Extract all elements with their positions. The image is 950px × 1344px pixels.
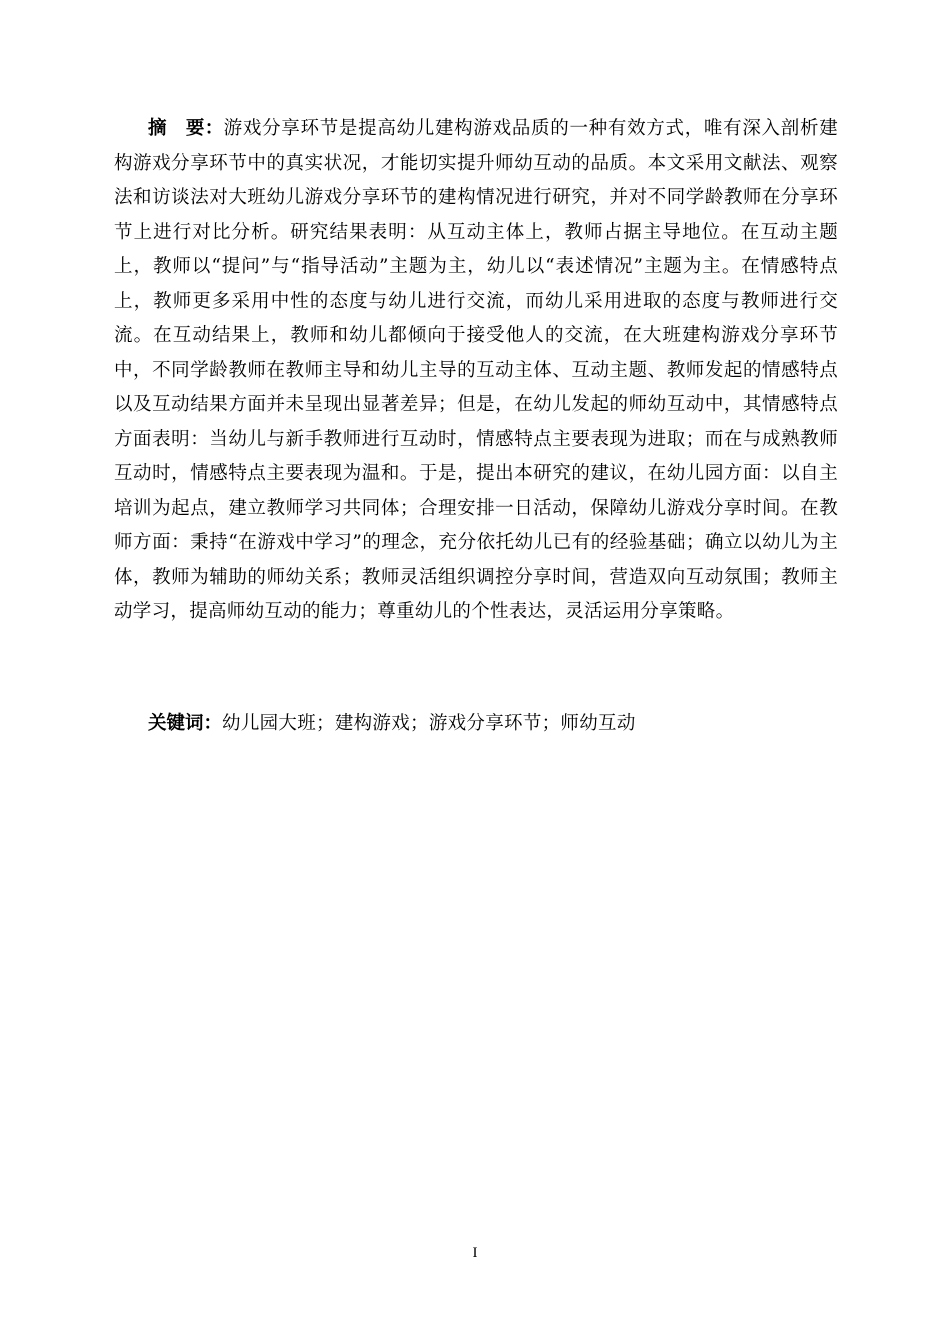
keywords-paragraph (114, 707, 838, 742)
keywords-text: 幼儿园大班；建构游戏；游戏分享环节；师幼互动 (222, 713, 636, 734)
page-number: I (472, 1245, 478, 1261)
abstract-paragraph (114, 112, 838, 630)
keywords-label: 关键词： (148, 713, 223, 734)
abstract-label: 摘 要： (148, 118, 224, 139)
abstract-text: 游戏分享环节是提高幼儿建构游戏品质的一种有效方式，唯有深入剖析建构游戏分享环节中的真实状况，才能切实提升师幼互动的品质。本文采用文献法、观察法和访谈法对大班幼儿游戏分享环节的建构情况进行研究，并对不同学龄教师在分享环节上进行对比分析。研究结果表明：从互动主体上，教师占据主导地位。在互动主题上，教师以“提问”与“指导活动”主题为主，幼儿以“表述情况”主题为主。在情感特点上，教师更多采用中性的态度与幼儿进行交流，而幼儿采用进取的态度与教师进行交流。在互动结果上，教师和幼儿都倾向于接受他人的交流，在大班建构游戏分享环节中，不同学龄教师在教师主导和幼儿主导的互动主体、互动主题、教师发起的情感特点以及互动结果方面并未呈现出显著差异；但是，在幼儿发起的师幼互动中，其情感特点方面表明：当幼儿与新手教师进行互动时，情感特点主要表现为进取；而在与成熟教师互动时，情感特点主要表现为温和。于是，提出本研究的建议，在幼儿园方面：以自主培训为起点，建立教师学习共同体；合理安排一日活动，保障幼儿游戏分享时间。在教师方面：秉持“在游戏中学习”的理念，充分依托幼儿已有的经验基础；确立以幼儿为主体，教师为辅助的师幼关系；教师灵活组织调控分享时间，营造双向互动氛围；教师主动学习，提高师幼互动的能力；尊重幼儿的个性表达，灵活运用分享策略。 (114, 118, 838, 622)
